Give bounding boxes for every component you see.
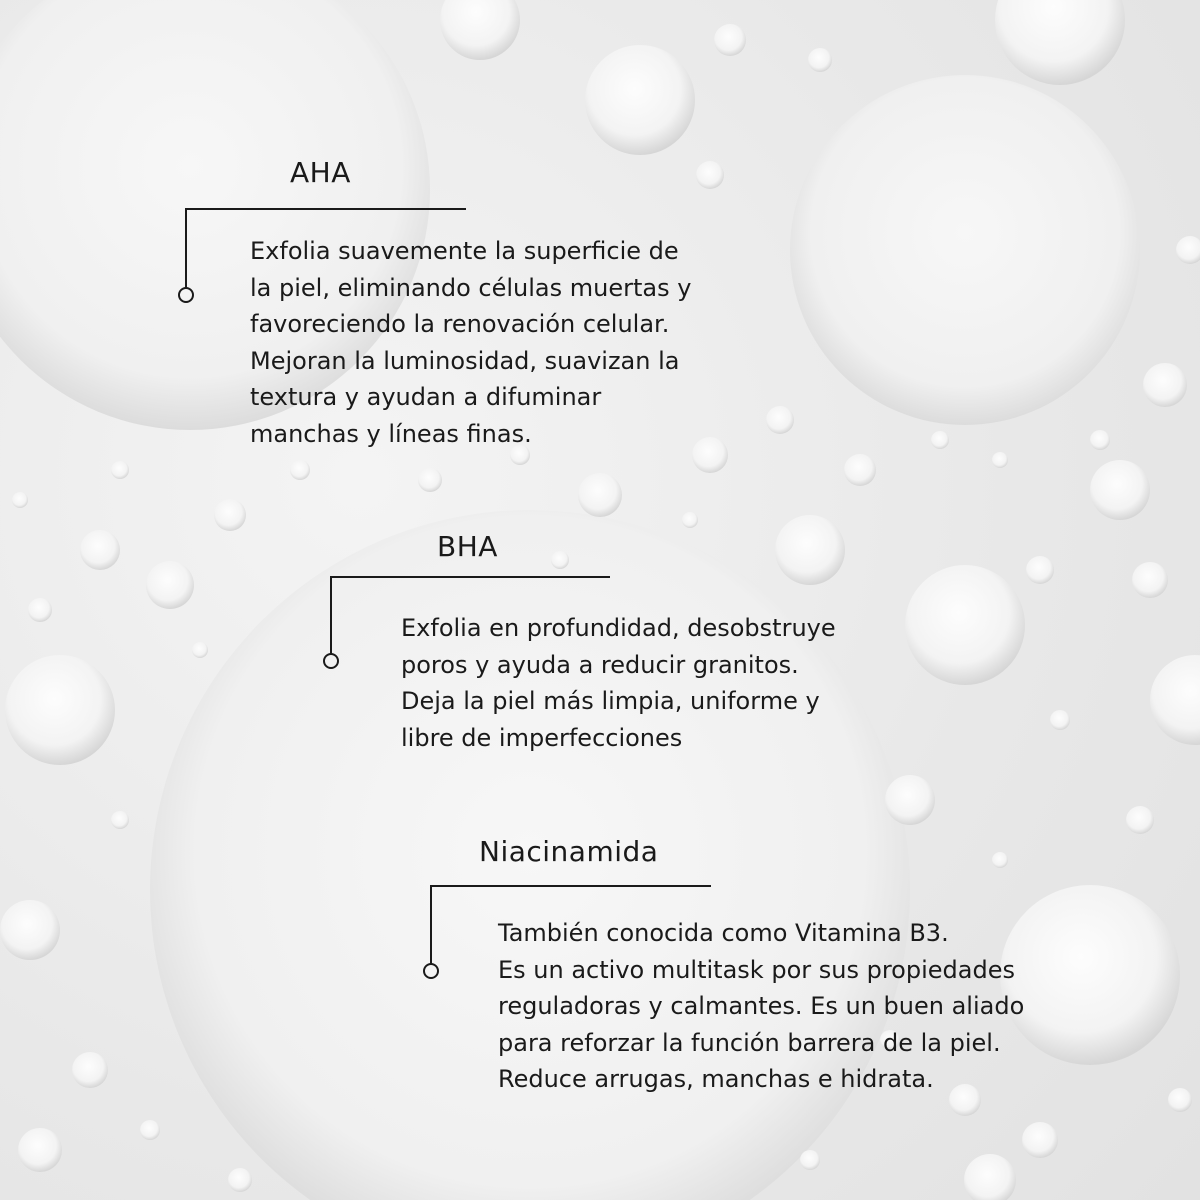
aha-line: la piel, eliminando células muertas y <box>250 273 692 302</box>
niacinamida-line: Es un activo multitask por sus propiedades <box>498 955 1015 984</box>
aha-line: textura y ayudan a difuminar <box>250 383 602 411</box>
niacinamida-line: Reduce arrugas, manchas e hidrata. <box>498 1065 934 1093</box>
niacinamida-description <box>498 915 1024 1098</box>
aha-line: manchas y líneas finas. <box>250 419 532 448</box>
niacinamida-title: Niacinamida <box>479 835 659 868</box>
niacinamida-line: reguladoras y calmantes. Es un buen aliado <box>498 992 1025 1020</box>
niacinamida-line: para reforzar la función barrera de la piel. <box>498 1028 1001 1057</box>
niacinamida-bullet-icon <box>423 963 439 979</box>
niacinamida-connector-stem <box>430 885 432 964</box>
aha-line: Exfolia suavemente la superficie de <box>250 237 679 265</box>
bha-line: libre de imperfecciones <box>401 723 683 752</box>
aha-description <box>250 233 691 452</box>
niacinamida-connector-line <box>430 885 711 887</box>
bha-connector-line <box>330 576 610 578</box>
aha-connector-stem <box>185 208 187 288</box>
aha-line: favoreciendo la renovación celular. <box>250 310 670 338</box>
bha-line: poros y ayuda a reducir granitos. <box>401 650 799 679</box>
aha-line: Mejoran la luminosidad, suavizan la <box>250 346 680 375</box>
aha-bullet-icon <box>178 287 194 303</box>
bha-bullet-icon <box>323 653 339 669</box>
bha-line: Exfolia en profundidad, desobstruye <box>401 614 836 642</box>
bha-line: Deja la piel más limpia, uniforme y <box>401 687 820 715</box>
bha-description <box>401 610 836 756</box>
aha-title: AHA <box>290 156 351 189</box>
niacinamida-line: También conocida como Vitamina B3. <box>498 919 949 947</box>
bha-connector-stem <box>330 576 332 654</box>
bha-title: BHA <box>437 530 498 563</box>
aha-connector-line <box>185 208 466 210</box>
